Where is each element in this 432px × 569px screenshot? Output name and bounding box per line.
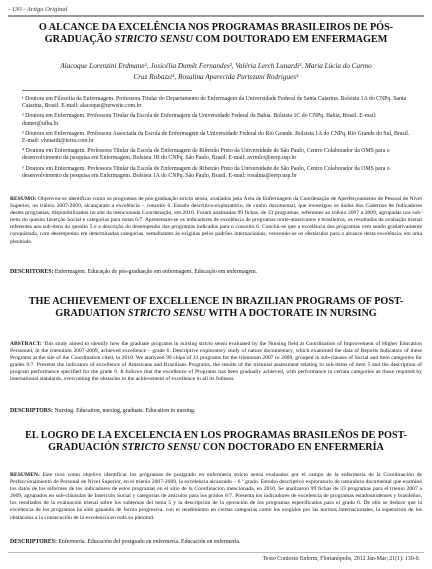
- abstract-spanish: RESUMEN: Este tuve como objetivo identificar los programas de postgrado en enfermería stricto sensu evaluados por el campo de la enfermería de la Coordinación de Perfeccionamiento de Personal de Nivel Superior, en el trienio 2007-2009, la excelencia alcanzado – 6 º grado. Estudio descriptivo exploratorio de naturaleza documental que examinó los datos de los informes de los indicadores de estos programas en el sitio de la Coordinación mencionada, en 2010. Se analizaron 99 fichas de 33 programas para el trienio 2007 a 2009, agrupados en sub-cláusulas de Inserción Social y categorías de artículos para los grados 6/7. Presenta los indicadores de excelencia de programas estadounidenses y brasileños, los resultados de la evaluación trienal sobre los subtemas del tema 5 y la descripción de la ejecución de los programas especificados para el grado 6. De ello se deduce que la excelencia de los programas ha sido ganando de forma progresiva, con el rendimiento en ciertas categorías como los exigidos por las normas internacionales, la superación de los obstáculos a la consecución de la excelencia en toda su plenitud.: [10, 472, 422, 521]
- abstract-english: ABSTRACT: This study aimed to identify how the graduate programs in nursing stricto sensu evaluated by the Nursing field at Coordination of Improvement of Higher Education Personnel, in the triennium 2007-2009, achieved excellence – grade 6. Descriptive exploratory study of nature documentary, which examined the data of Reports Indicators of these Programs at the site of the Coordination cited, in 2010. We analyzed 99 chips of 33 programs for the triennium 2007 to 2009, grouped in sub-clauses of Social and item categories for grades 6/7. Presents the indicators of excellence of Americans and Brazilians Programs, the results of the triennial assessment relating to sub-items of item 5 and the description of program performance specified for the grade 6. It follows that the excellence of Programs has been gradually achieved, with performance in certain categories as those required by international standards, overcoming the obstacles to the achievement of excellence in all its fullness.: [10, 341, 422, 383]
- authors-line-1: Alacoque Lorenzini Erdmann¹, Josicélia Dumêt Fernandes², Valéria Lerch Lunardi³, Maria Lúcia do Carmo: [60, 62, 372, 70]
- abstract-portuguese: RESUMO: Objetivou-se identificar como os programas de pós-graduação stricto sensu, avaliados pela Área de Enfermagem da Coordenação de Aperfeiçoamento de Pessoal de Nível Superior, no triênio 2007-2009, alcançaram a excelência – conceito 6. Estudo descritivo-exploratório, de cunho documental, que investigou os dados dos Cadernos de Indicadores destes programas, disponibilizados no site da mencionada Coordenação, em 2010. Foram analisadas 99 fichas, de 33 programas, referentes ao triênio 2007 a 2009, agrupadas nos sub-itens do quesito Inserção Social e categorias para notas 6/7. Apresentam-se os indicadores de excelência de programas norte-americanos e brasileiros, os resultados da avaliação trienal referentes aos sub-itens do quesito 5 e a descrição do desempenho dos programas indicados para o conceito 6. Conclui-se que a excelência dos programas vem sendo gradativamente conquistada, com desempenho em determinadas categorias, semelhantes às exigidas pelos padrões internacionais, vencendo-se os obstáculos para o alcance desta excelência, em uma plenitude.: [10, 196, 422, 245]
- abstract-portuguese-label: RESUMO:: [10, 196, 37, 202]
- title-spanish: EL LOGRO DE LA EXCELENCIA EN LOS PROGRAMAS BRASILEÑOS DE POST-GRADUACIÓN STRICTO SENSU CON DOCTORADO EN ENFERMERÍA: [25, 430, 407, 453]
- affiliations-divider: [22, 90, 192, 91]
- authors: [18, 61, 414, 83]
- abstract-spanish-label: RESUMEN:: [10, 472, 40, 478]
- affiliation-4: ⁴ Doutora em Enfermagem. Professora Titular da Escola de Enfermagem de Ribeirão Preto da Universidade de São Paulo, Centro Colaborador da OMS para o desenvolvimento da pesquisa em Enfermagem. Bolsista 1B do CNPq. São Paulo, Brasil. E-mail: avrmlcr@eerp.usp.br: [22, 148, 390, 162]
- title-portuguese: O ALCANCE DA EXCELÊNCIA NOS PROGRAMAS BRASILEIROS DE PÓS-GRADUAÇÃO STRICTO SENSU COM DOUTORADO EM ENFERMAGEM: [38, 22, 394, 45]
- keywords-spanish: DESCRIPTORES: Enfermería. Educación del postgrado en enfermería. Educación en enfermería.: [10, 539, 241, 545]
- header-divider: [8, 15, 424, 17]
- affiliation-3: ³ Doutora em Enfermagem. Professora Associada da Escola de Enfermagem da Universidade Federal do Rio Grande. Bolsista 1A do CNPq. Rio Grande do Sul, Brasil. E-mail: vlunardi@terra.com.br: [22, 130, 410, 145]
- title-english: THE ACHIEVEMENT OF EXCELLENCE IN BRAZILIAN PROGRAMS OF POST-GRADUATION STRICTO SENSU WITH A DOCTORATE IN NURSING: [28, 296, 404, 319]
- footer-divider: [8, 552, 424, 553]
- affiliation-2: ² Doutora em Enfermagem. Professora Titular da Escola de Enfermagem da Universidade Federal da Bahia. Bolsista 1C do CNPq. Bahia, Brasil. E-mail: dumet@ufba.br: [22, 113, 377, 127]
- authors-line-2: Cruz Robazzi⁴, Rosalina Aparecida Partezani Rodrigues⁵: [133, 73, 299, 81]
- keywords-portuguese: DESCRITORES: Enfermagem. Educação de pós-graduação em enfermagem. Educação em enfermagem.: [10, 269, 258, 275]
- journal-citation: Texto Contexto Enferm, Florianópolis, 2012 Jan-Mar; 21(1): 130-9.: [262, 556, 420, 562]
- keywords-english: DESCRIPTORS: Nursing. Education, nursing, graduate. Education in nursing.: [10, 408, 196, 414]
- abstract-english-label: ABSTRACT:: [10, 341, 42, 347]
- affiliations: [22, 96, 410, 180]
- page-header-label: - 130 - Artigo Original: [8, 6, 68, 13]
- affiliation-5: ⁵ Doutora em Enfermagem. Professora Titular da Escola de Enfermagem de Ribeirão Preto da Universidade de São Paulo, Centro Colaborador da OMS para o desenvolvimento da pesquisa em Enfermagem. Bolsista 1A do CNPq. São Paulo, Brasil. E-mail: rosalina@eerp.usp.br: [22, 165, 390, 179]
- affiliation-1: ¹ Doutora em Filosofia da Enfermagem. Professora Titular do Departamento de Enfermagem da Universidade Federal de Santa Catarina. Bolsista 1A do CNPq. Santa Catarina, Brasil. E-mail: alacoque@newsite.com.br: [22, 96, 407, 110]
